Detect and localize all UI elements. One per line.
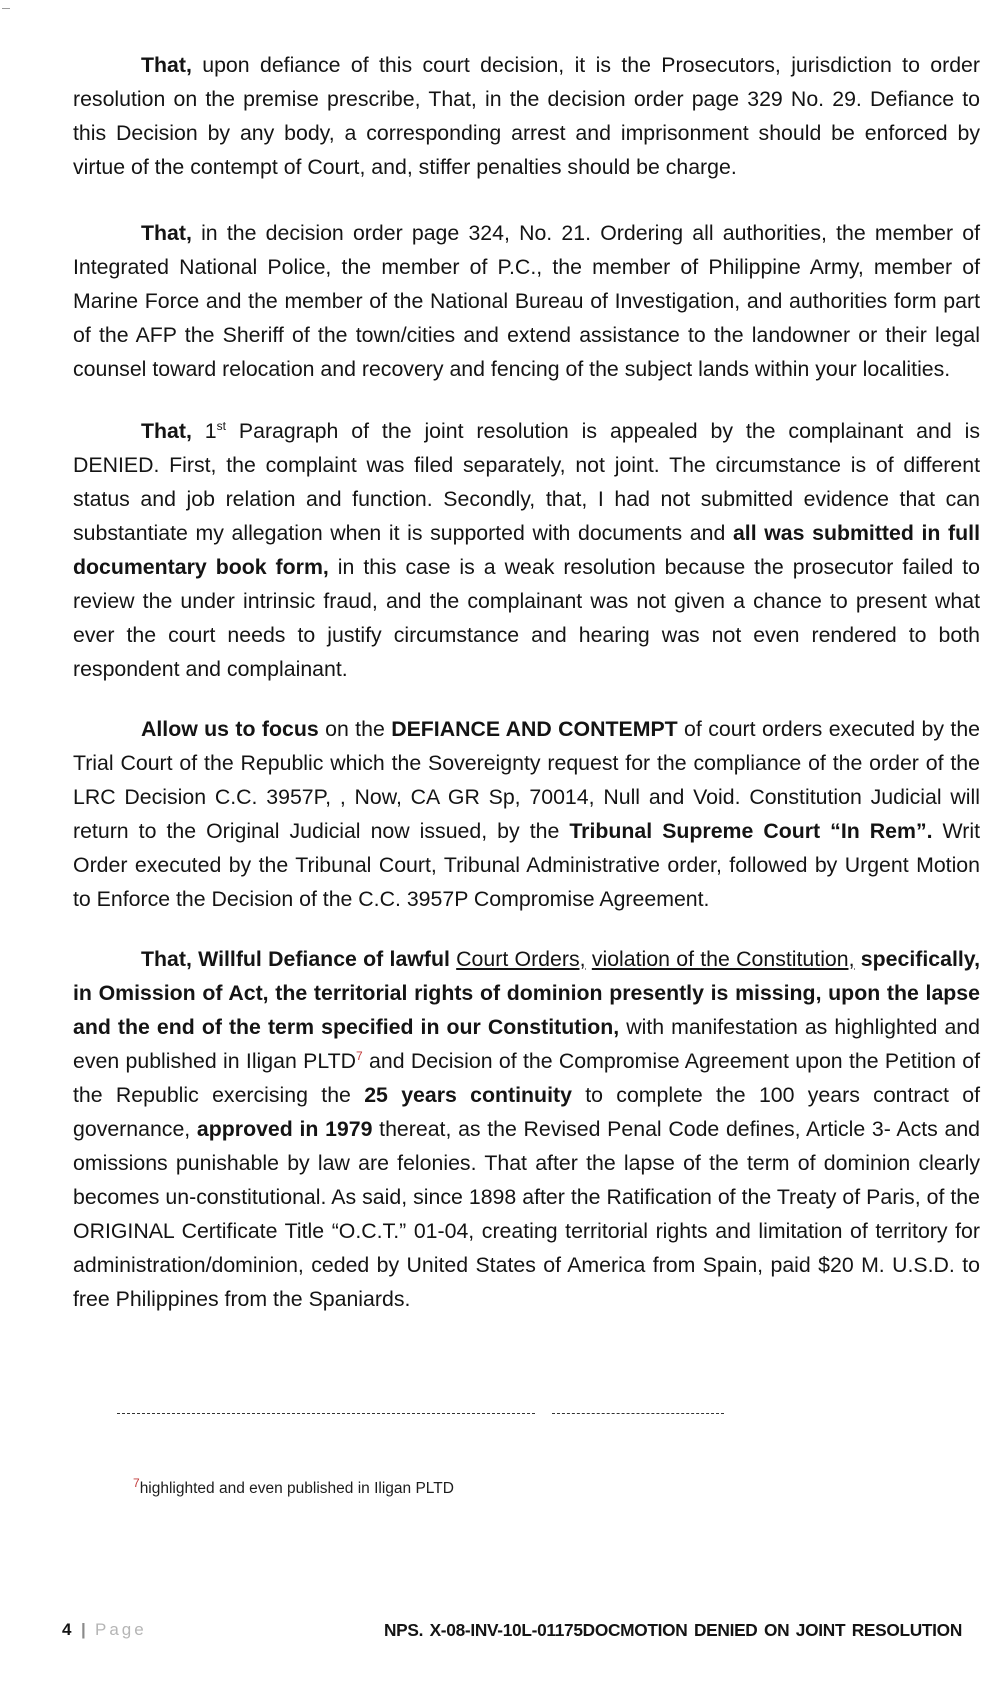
paragraph-text: Paragraph of the joint resolution is appealed by the complainant and is DENIED. First, the complaint was filed separately, not joint. The circumstance is of different status and job relation and function. Secondly, that, I had not submitted evidence that can substantiate my allegation when it is supported with documents and [73, 419, 981, 545]
paragraph-text: Writ Order executed by the Tribunal Court, Tribunal Administrative order, followed by Urgent Motion to Enforce the Decision of the C.C. 3957P Compromise Agreement. [73, 819, 981, 911]
footnote-divider-short [552, 1413, 724, 1414]
paragraph-text: in the decision order page 324, No. 21. Ordering all authorities, the member of Integrated National Police, the member of P.C., the member of Philippine Army, member of Marine Force and the member of the National Bureau of Investigation, and authorities form part of the AFP the Sheriff of the town/cities and extend assistance to the landowner or their legal counsel toward relocation and recovery and fencing of the subject lands within your localities. [73, 221, 980, 381]
underlined-phrase: Court Orders, [456, 947, 586, 971]
paragraph-text: to complete the 100 years contract of governance, [73, 1083, 980, 1141]
ordinal-number: 1 [191, 419, 217, 443]
footnote [133, 1475, 454, 1498]
paragraph-emphasis: 25 years continuity [364, 1083, 572, 1107]
document-reference: NPS. X-08-INV-10L-01175DOCMOTION DENIED ON JOINT RESOLUTION [383, 1620, 962, 1640]
paragraph-joint-resolution-denied [73, 414, 980, 686]
paragraph-emphasis: Tribunal Supreme Court “In Rem”. [569, 819, 933, 843]
underlined-phrase: violation of the Constitution, [591, 947, 855, 971]
footnote-divider [117, 1413, 535, 1414]
paragraph-lead: That, [141, 419, 192, 443]
paragraph-text: thereat, as the Revised Penal Code defines, Article 3- Acts and omissions punishable by law are felonies. That after the lapse of the term of dominion clearly becomes un-constitutional. As said, since 1898 after the Ratification of the Treaty of Paris, of the ORIGINAL Certificate Title “O.C.T.” 01-04, creating territorial rights and limitation of territory for administration/dominion, ceded by United States of America from Spain, paid $20 M. U.S.D. to free Philippines from the Spaniards. [73, 1117, 981, 1311]
paragraph-emphasis: approved in 1979 [196, 1117, 373, 1141]
paragraph-emphasis: all was submitted in full documentary book form, [73, 521, 980, 579]
page-label: Page [95, 1620, 147, 1639]
scan-edge-mark [2, 8, 10, 9]
paragraph-lead: That, Willful Defiance of lawful [141, 947, 457, 971]
page-separator: | [81, 1620, 86, 1639]
page-number: 4 [62, 1620, 72, 1639]
paragraph-lead: That, [141, 53, 192, 77]
paragraph-lead: That, [141, 221, 192, 245]
paragraph-text: of court orders executed by the Trial Court of the Republic which the Sovereignty request for the compliance of the order of the LRC Decision C.C. 3957P, , Now, CA GR Sp, 70014, Null and Void. Constitution Judicial will return to the Original Judicial now issued, by the [73, 717, 981, 843]
paragraph-emphasis: DEFIANCE AND CONTEMPT [391, 717, 678, 741]
paragraph-text: with manifestation as highlighted and even published in Iligan PLTD [73, 1015, 980, 1073]
paragraph-text: in this case is a weak resolution because the prosecutor failed to review the under intrinsic fraud, and the complainant was not given a chance to present what ever the court needs to justify circumstance and hearing was not even rendered to both respondent and complainant. [73, 555, 980, 681]
page-footer [62, 1620, 962, 1644]
footnote-text: highlighted and even published in Iligan PLTD [139, 1480, 454, 1497]
paragraph-order-authorities [73, 216, 980, 386]
paragraph-text: upon defiance of this court decision, it is the Prosecutors, jurisdiction to order resolution on the premise prescribe, That, in the decision order page 329 No. 29. Defiance to this Decision by any body, a corresponding arrest and imprisonment should be enforced by virtue of the contempt of Court, and, stiffer penalties should be charge. [73, 53, 980, 179]
paragraph-prosecutor-jurisdiction [73, 48, 980, 184]
paragraph-lead: Allow us to focus [141, 717, 319, 741]
ordinal-suffix: st [216, 418, 226, 433]
paragraph-willful-defiance [73, 942, 980, 1316]
document-body [73, 48, 980, 1344]
paragraph-text: on the [318, 717, 392, 741]
paragraph-defiance-contempt [73, 712, 980, 916]
paragraph-text: and Decision of the Compromise Agreement upon the Petition of the Republic exercising the [73, 1049, 981, 1107]
footnote-marker: 7 [133, 1475, 140, 1490]
paragraph-emphasis: specifically, in Omission of Act, the territorial rights of dominion presently is missing, upon the lapse and the end of the term specified in our Constitution, [73, 947, 980, 1039]
footnote-reference: 7 [356, 1048, 363, 1063]
